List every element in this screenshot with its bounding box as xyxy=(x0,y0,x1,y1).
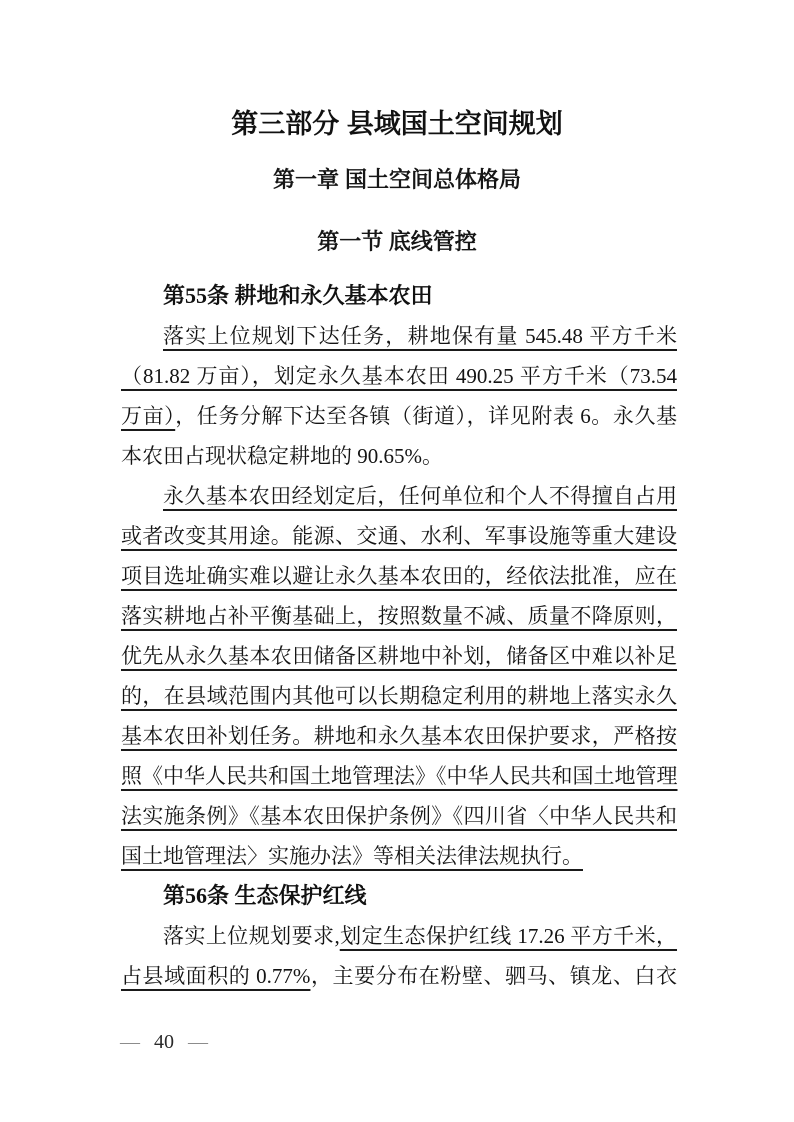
underlined-text: （81.82 万亩），划定永久基本农田 490.25 平方千米（73.54 xyxy=(121,364,677,388)
text-line xyxy=(121,956,677,996)
text-line xyxy=(121,676,677,716)
part-heading: 第三部分 县域国土空间规划 xyxy=(231,109,563,139)
underlined-text: 占县域面积的 0.77% xyxy=(121,964,311,988)
plain-text: 第55条 耕地和永久基本农田 xyxy=(163,283,433,308)
article-heading xyxy=(121,276,677,316)
underlined-text: 项目选址确实难以避让永久基本农田的，经依法批准，应在 xyxy=(121,564,677,588)
article-heading xyxy=(121,876,677,916)
text-line xyxy=(121,836,677,876)
underlined-text: 的，在县域范围内其他可以长期稳定利用的耕地上落实永久 xyxy=(121,684,677,708)
footer-dash-left: — xyxy=(120,1031,140,1053)
underlined-text: 优先从永久基本农田储备区耕地中补划，储备区中难以补足 xyxy=(121,644,677,668)
underlined-text: 照《中华人民共和国土地管理法》《中华人民共和国土地管理 xyxy=(121,764,678,788)
text-line xyxy=(121,396,677,436)
page-footer xyxy=(120,1030,208,1054)
plain-text: 本农田占现状稳定耕地的 90.65%。 xyxy=(121,444,443,468)
text-line xyxy=(121,516,677,556)
text-line xyxy=(121,756,677,796)
text-line xyxy=(121,316,677,356)
text-line xyxy=(121,636,677,676)
footer-dash-right: — xyxy=(188,1031,208,1053)
plain-text: 落实上位规划要求, xyxy=(163,924,340,948)
underlined-text: 划定生态保护红线 17.26 平方千米， xyxy=(339,924,678,948)
text-line xyxy=(121,916,677,956)
text-line xyxy=(121,716,677,756)
document-body xyxy=(121,276,677,996)
text-line xyxy=(121,476,677,516)
text-line xyxy=(121,356,677,396)
underlined-text: 永久基本农田经划定后，任何单位和个人不得擅自占用 xyxy=(163,484,677,508)
section-heading: 第一节 底线管控 xyxy=(317,229,477,254)
underlined-text: 落实上位规划下达任务，耕地保有量 545.48 平方千米 xyxy=(163,324,677,348)
underlined-text: 法实施条例》《基本农田保护条例》《四川省〈中华人民共和 xyxy=(121,804,677,828)
plain-text: 第56条 生态保护红线 xyxy=(163,883,367,908)
plain-text: ，任务分解下达至各镇（街道），详见附表 6。永久基 xyxy=(175,404,678,428)
underlined-text: 或者改变其用途。能源、交通、水利、军事设施等重大建设 xyxy=(121,524,677,548)
underlined-text: 国土地管理法〉实施办法》等相关法律法规执行。 xyxy=(121,844,583,868)
plain-text: ，主要分布在粉壁、驷马、镇龙、白衣 xyxy=(310,964,677,988)
underlined-text: 万亩） xyxy=(121,404,176,428)
chapter-heading: 第一章 国土空间总体格局 xyxy=(272,167,522,192)
underlined-text: 基本农田补划任务。耕地和永久基本农田保护要求，严格按 xyxy=(121,724,677,748)
text-line xyxy=(121,596,677,636)
text-line xyxy=(121,796,677,836)
text-line xyxy=(121,436,677,476)
underlined-text: 落实耕地占补平衡基础上，按照数量不减、质量不降原则， xyxy=(121,604,677,628)
text-line xyxy=(121,556,677,596)
page-number: 40 xyxy=(154,1031,174,1053)
